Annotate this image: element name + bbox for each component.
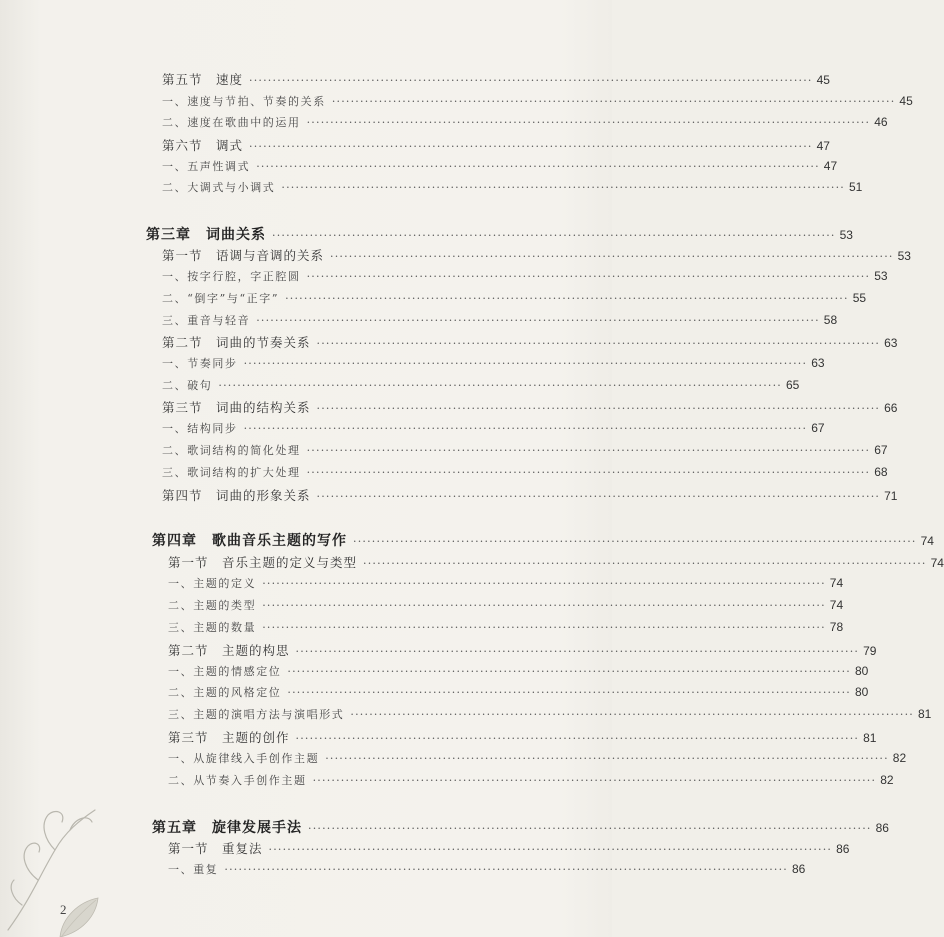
toc-section-entry: [162, 70, 830, 90]
toc-item-entry: [168, 750, 907, 770]
toc-entry-page-number: 80: [855, 685, 869, 699]
dot-leader: ························································································································: [243, 357, 808, 370]
toc-section-entry: [168, 839, 850, 859]
toc-entry-page-number: 68: [874, 465, 888, 479]
toc-entry-title: 第六节 调式: [162, 138, 244, 153]
toc-entry-title: 二、大调式与小调式: [162, 181, 276, 194]
dot-leader: ························································································································: [268, 843, 833, 856]
toc-entry-page-number: 53: [897, 249, 911, 263]
toc-section-entry: [168, 553, 944, 573]
dot-leader: ························································································································: [272, 229, 836, 242]
toc-item-entry: [162, 312, 838, 332]
toc-entry-page-number: 55: [852, 291, 867, 305]
vine-ornament-icon: [0, 780, 110, 937]
toc-entry-page-number: 67: [811, 421, 825, 435]
toc-entry-page-number: 71: [884, 489, 898, 503]
toc-item-entry: [162, 464, 888, 484]
toc-entry-title: 一、从旋律线入手创作主题: [168, 752, 320, 765]
toc-entry-title: 第三节 词曲的结构关系: [162, 400, 311, 415]
toc-section-entry: [168, 641, 877, 661]
dot-leader: ························································································································: [316, 337, 881, 350]
toc-entry-title: 一、主题的情感定位: [168, 665, 282, 678]
dot-leader: ························································································································: [262, 599, 826, 612]
toc-item-entry: [162, 158, 838, 178]
dot-leader: ························································································································: [306, 116, 871, 129]
toc-entry-page-number: 79: [863, 644, 877, 658]
toc-entry-page-number: 58: [823, 313, 838, 327]
dot-leader: ························································································································: [325, 752, 889, 765]
toc-section-entry: [162, 246, 911, 266]
toc-entry-title: 二、速度在歌曲中的运用: [162, 116, 301, 129]
toc-item-entry: [168, 575, 844, 595]
toc-entry-page-number: 66: [884, 401, 898, 415]
toc-item-entry: [162, 420, 825, 440]
toc-entry-title: 第四节 词曲的形象关系: [162, 488, 311, 503]
toc-entry-page-number: 45: [816, 73, 830, 87]
toc-entry-title: 二、主题的风格定位: [168, 686, 282, 699]
toc-entry-title: 二、主题的类型: [168, 599, 257, 612]
toc-entry-title: 二、歌词结构的简化处理: [162, 444, 301, 457]
toc-entry-title: 三、主题的演唱方法与演唱形式: [168, 708, 345, 721]
dot-leader: ························································································································: [316, 490, 881, 503]
toc-entry-title: 一、按字行腔，字正腔圆: [162, 270, 301, 283]
dot-leader: ························································································································: [224, 863, 788, 876]
toc-entry-title: 三、歌词结构的扩大处理: [162, 466, 301, 479]
toc-entry-page-number: 53: [874, 269, 888, 283]
toc-entry-title: 第四章 歌曲音乐主题的写作: [152, 532, 347, 548]
dot-leader: ························································································································: [285, 292, 849, 305]
toc-item-entry: [168, 619, 844, 639]
toc-entry-title: 第二节 词曲的节奏关系: [162, 335, 311, 350]
dot-leader: ························································································································: [287, 665, 851, 678]
dot-leader: ························································································································: [330, 250, 894, 263]
dot-leader: ························································································································: [308, 822, 872, 835]
toc-entry-page-number: 45: [899, 94, 913, 108]
toc-entry-page-number: 67: [874, 443, 888, 457]
toc-entry-page-number: 86: [836, 842, 850, 856]
toc-item-entry: [162, 93, 913, 113]
toc-item-entry: [168, 684, 869, 704]
toc-item-entry: [168, 772, 894, 792]
toc-entry-page-number: 74: [829, 598, 844, 612]
toc-item-entry: [162, 377, 800, 397]
toc-entry-title: 二、从节奏入手创作主题: [168, 774, 307, 787]
toc-entry-page-number: 81: [863, 731, 877, 745]
toc-section-entry: [162, 398, 898, 418]
dot-leader: ························································································································: [249, 140, 813, 153]
toc-entry-title: 一、结构同步: [162, 422, 238, 435]
dot-leader: ························································································································: [218, 379, 782, 392]
toc-item-entry: [168, 861, 806, 881]
dot-leader: ························································································································: [312, 774, 877, 787]
dot-leader: ························································································································: [363, 557, 927, 570]
dot-leader: ························································································································: [306, 270, 871, 283]
toc-section-entry: [168, 728, 877, 748]
dot-leader: ························································································································: [316, 402, 881, 415]
toc-entry-title: 第一节 音乐主题的定义与类型: [168, 555, 358, 570]
toc-item-entry: [162, 442, 888, 462]
toc-entry-page-number: 63: [811, 356, 825, 370]
toc-item-entry: [162, 355, 825, 375]
dot-leader: ························································································································: [243, 422, 808, 435]
toc-entry-title: 二、破句: [162, 379, 213, 392]
toc-entry-title: 一、主题的定义: [168, 577, 257, 590]
toc-section-entry: [162, 486, 898, 506]
dot-leader: ························································································································: [295, 732, 860, 745]
toc-section-entry: [162, 333, 898, 353]
toc-entry-title: 第三章 词曲关系: [146, 226, 266, 242]
toc-entry-page-number: 46: [874, 115, 888, 129]
dot-leader: ························································································································: [256, 160, 820, 173]
toc-entry-page-number: 65: [786, 378, 800, 392]
dot-leader: ························································································································: [295, 645, 860, 658]
toc-entry-title: 二、“倒字”与“正字”: [162, 292, 280, 305]
toc-entry-page-number: 82: [892, 751, 907, 765]
toc-entry-page-number: 74: [930, 556, 944, 570]
toc-entry-title: 一、重复: [168, 863, 219, 876]
toc-entry-page-number: 86: [792, 862, 806, 876]
toc-entry-page-number: 81: [918, 707, 932, 721]
toc-entry-page-number: 78: [829, 620, 844, 634]
dot-leader: ························································································································: [350, 708, 914, 721]
dot-leader: ························································································································: [262, 577, 826, 590]
toc-chapter-entry: [146, 224, 853, 244]
toc-item-entry: [168, 706, 932, 726]
dot-leader: ························································································································: [306, 444, 871, 457]
toc-chapter-entry: [152, 817, 889, 837]
toc-item-entry: [168, 597, 844, 617]
toc-entry-title: 三、重音与轻音: [162, 314, 251, 327]
dot-leader: ························································································································: [262, 621, 826, 634]
toc-section-entry: [162, 136, 830, 156]
toc-entry-page-number: 47: [816, 139, 830, 153]
toc-chapter-entry: [152, 530, 934, 550]
toc-entry-page-number: 47: [823, 159, 838, 173]
dot-leader: ························································································································: [281, 181, 845, 194]
toc-entry-title: 第五节 速度: [162, 72, 244, 87]
toc-item-entry: [162, 268, 888, 288]
toc-entry-page-number: 74: [920, 534, 934, 548]
toc-entry-page-number: 51: [849, 180, 863, 194]
dot-leader: ························································································································: [306, 466, 871, 479]
toc-entry-title: 第二节 主题的构思: [168, 643, 290, 658]
dot-leader: ························································································································: [331, 95, 896, 108]
toc-entry-page-number: 53: [839, 228, 853, 242]
dot-leader: ························································································································: [287, 686, 851, 699]
toc-entry-title: 三、主题的数量: [168, 621, 257, 634]
toc-entry-page-number: 74: [829, 576, 844, 590]
toc-item-entry: [162, 179, 863, 199]
toc-entry-page-number: 86: [875, 821, 889, 835]
toc-item-entry: [162, 290, 867, 310]
toc-entry-title: 一、速度与节拍、节奏的关系: [162, 95, 326, 108]
toc-entry-page-number: 82: [880, 773, 894, 787]
toc-entry-title: 第一节 重复法: [168, 841, 263, 856]
dot-leader: ························································································································: [256, 314, 820, 327]
page-number: 2: [60, 902, 67, 917]
toc-entry-page-number: 80: [855, 664, 869, 678]
toc-entry-title: 第五章 旋律发展手法: [152, 819, 302, 835]
toc-entry-title: 一、节奏同步: [162, 357, 238, 370]
toc-entry-title: 第三节 主题的创作: [168, 730, 290, 745]
dot-leader: ························································································································: [353, 535, 917, 548]
dot-leader: ························································································································: [249, 74, 813, 87]
toc-item-entry: [168, 663, 869, 683]
toc-item-entry: [162, 114, 888, 134]
toc-entry-title: 第一节 语调与音调的关系: [162, 248, 325, 263]
toc-entry-page-number: 63: [884, 336, 898, 350]
toc-entry-title: 一、五声性调式: [162, 160, 251, 173]
